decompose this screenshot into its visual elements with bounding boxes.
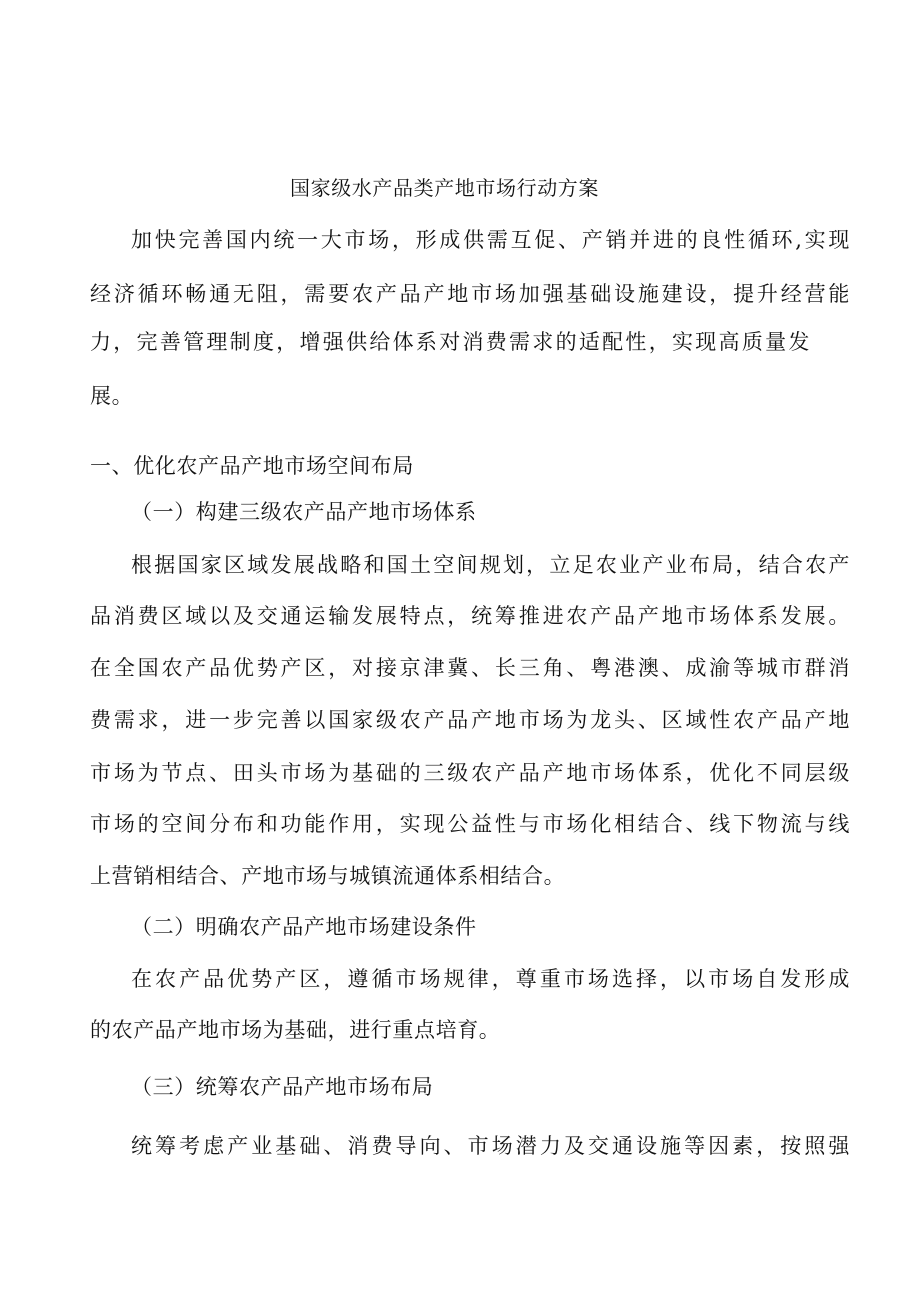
- paragraph-line: 市场为节点、田头市场为基础的三级农产品产地市场体系，优化不同层级: [90, 761, 850, 785]
- paragraph-line: 统筹考虑产业基础、消费导向、市场潜力及交通设施等因素，按照强: [131, 1134, 850, 1158]
- paragraph-line: 经济循环畅通无阻，需要农产品产地市场加强基础设施建设，提升经营能: [90, 282, 850, 306]
- paragraph-line: 在全国农产品优势产区，对接京津冀、长三角、粤港澳、成渝等城市群消: [90, 656, 850, 680]
- paragraph-line: 费需求，进一步完善以国家级农产品产地市场为龙头、区域性农产品产地: [90, 708, 850, 732]
- paragraph-line: 上营销相结合、产地市场与城镇流通体系相结合。: [90, 864, 566, 888]
- paragraph-line: 市场的空间分布和功能作用，实现公益性与市场化相结合、线下物流与线: [90, 812, 850, 836]
- subsection-heading: （一）构建三级农产品产地市场体系: [131, 500, 477, 524]
- paragraph-line: 在农产品优势产区，遵循市场规律，尊重市场选择，以市场自发形成: [131, 967, 850, 991]
- subsection-heading: （二）明确农产品产地市场建设条件: [131, 915, 477, 939]
- paragraph-line: 根据国家区域发展战略和国土空间规划，立足农业产业布局，结合农产: [131, 553, 850, 577]
- paragraph-line: 展。: [90, 384, 134, 408]
- document-title: 国家级水产品类产地市场行动方案: [290, 176, 599, 200]
- paragraph-line: 的农产品产地市场为基础，进行重点培育。: [90, 1018, 501, 1042]
- paragraph-line: 加快完善国内统一大市场，形成供需互促、产销并进的良性循环,实现: [131, 228, 850, 252]
- paragraph-line: 力，完善管理制度，增强供给体系对消费需求的适配性，实现高质量发: [90, 330, 810, 354]
- subsection-heading: （三）统筹农产品产地市场布局: [131, 1075, 434, 1099]
- section-heading: 一、优化农产品产地市场空间布局: [90, 454, 414, 478]
- paragraph-line: 品消费区域以及交通运输发展特点，统筹推进农产品产地市场体系发展。: [90, 604, 850, 628]
